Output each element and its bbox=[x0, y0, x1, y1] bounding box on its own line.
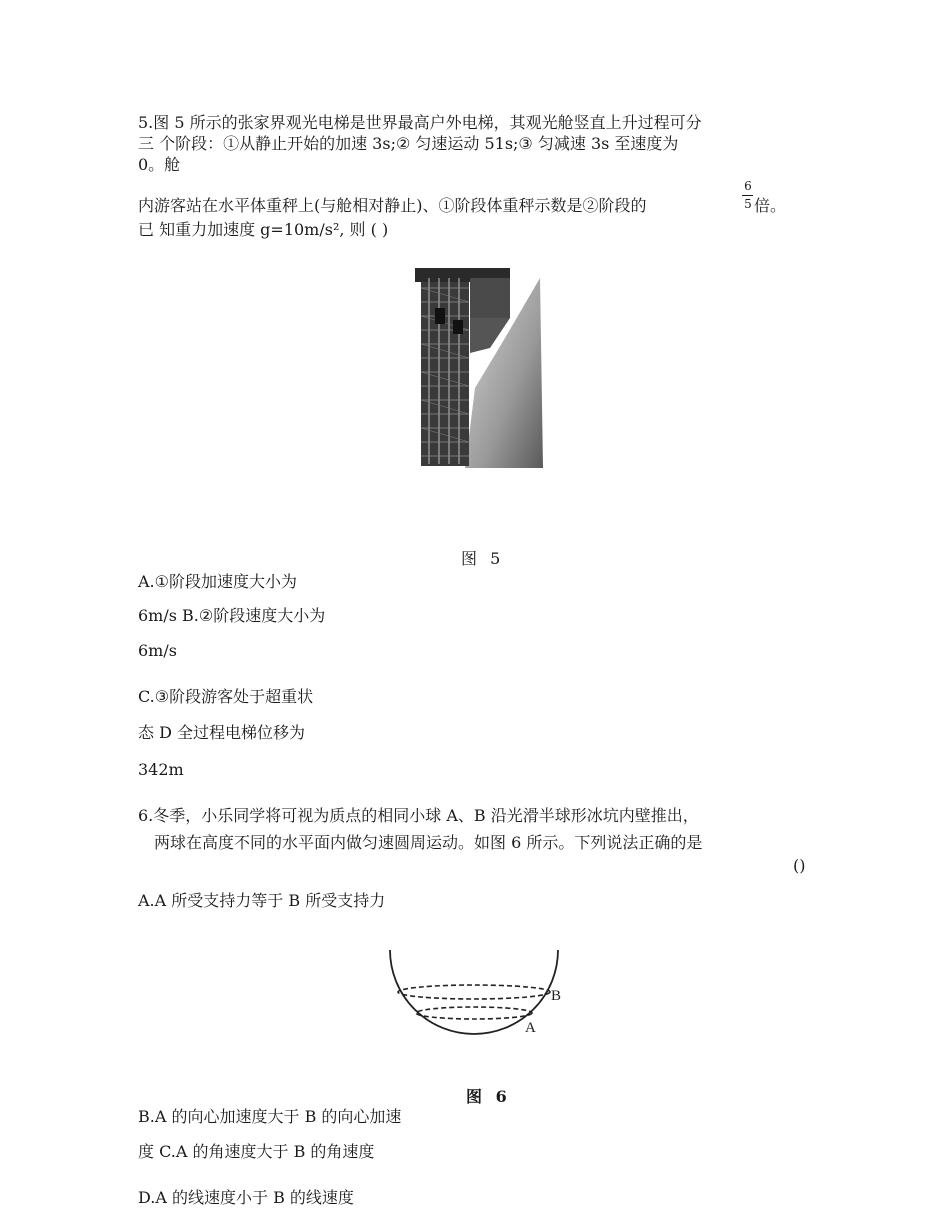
q5-option-4: C.③阶段游客处于超重状 bbox=[138, 687, 314, 706]
q6-line-3: () bbox=[793, 856, 806, 875]
fraction-denominator: 5 bbox=[744, 197, 752, 211]
q5-line-3: 0。舱 bbox=[138, 155, 181, 174]
elevator-shaft bbox=[421, 276, 469, 466]
fraction-bar bbox=[742, 195, 753, 196]
figure-5-caption: 图 5 bbox=[461, 549, 505, 568]
fraction-numerator: 6 bbox=[744, 179, 752, 193]
q6-option-c: 度 C.A 的角速度大于 B 的角速度 bbox=[138, 1142, 375, 1161]
figure-6-caption: 图 6 bbox=[466, 1087, 511, 1106]
q5-option-2: 6m/s B.②阶段速度大小为 bbox=[138, 606, 326, 625]
q5-line-4: 内游客站在水平体重秤上(与舱相对静止)、①阶段体重秤示数是②阶段的 bbox=[138, 196, 647, 215]
q6-option-a: A.A 所受支持力等于 B 所受支持力 bbox=[138, 891, 386, 910]
label-a: A bbox=[525, 1020, 536, 1036]
path-a bbox=[416, 1007, 532, 1019]
q5-line-2: 三 个阶段：①从静止开始的加速 3s;② 匀速运动 51s;③ 匀减速 3s 至速度为 bbox=[138, 134, 679, 153]
q5-line-4-tail: 倍。 bbox=[754, 196, 787, 215]
q5-option-1: A.①阶段加速度大小为 bbox=[138, 572, 297, 591]
elevator-figure bbox=[415, 268, 545, 468]
q6-option-b: B.A 的向心加速度大于 B 的向心加速 bbox=[138, 1107, 402, 1126]
q6-line-1: 6.冬季，小乐同学将可视为质点的相同小球 A、B 沿光滑半球形冰坑内壁推出， bbox=[138, 806, 699, 825]
path-b bbox=[398, 985, 550, 999]
q5-line-5: 已 知重力加速度 g=10m/s², 则 ( ) bbox=[138, 220, 389, 239]
q5-option-5: 态 D 全过程电梯位移为 bbox=[138, 723, 306, 742]
q6-option-d: D.A 的线速度小于 B 的线速度 bbox=[138, 1188, 354, 1207]
q5-line-1: 5.图 5 所示的张家界观光电梯是世界最高户外电梯，其观光舱竖直上升过程可分 bbox=[138, 113, 702, 132]
hemisphere-figure bbox=[383, 945, 573, 1040]
q5-option-6: 342m bbox=[138, 760, 184, 779]
q5-option-3: 6m/s bbox=[138, 641, 177, 660]
q6-line-2: 两球在高度不同的水平面内做匀速圆周运动。如图 6 所示。下列说法正确的是 bbox=[154, 833, 703, 852]
label-b: B bbox=[551, 988, 562, 1004]
